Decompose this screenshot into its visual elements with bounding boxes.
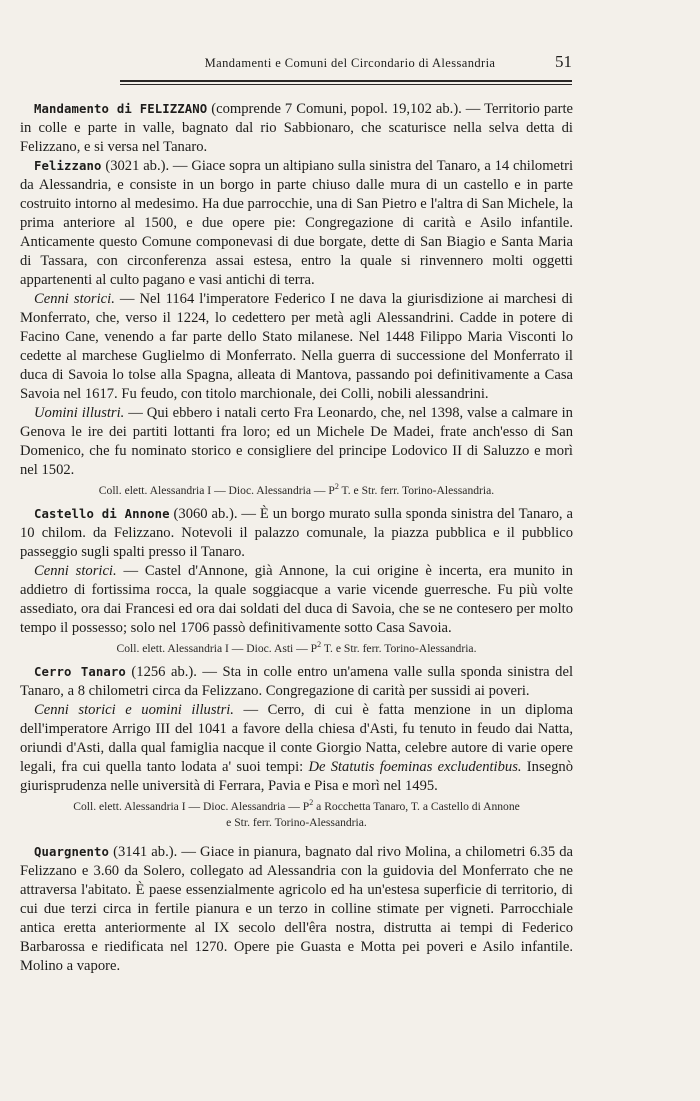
felizzano-notables-paragraph — [20, 404, 573, 480]
cerro-reference — [20, 799, 573, 831]
quargnento-text: (3141 ab.). — Giace in pianura, bagnato dal rivo Molina, a chilometri 6.35 da Felizzano e 3.60 da Solero, collegato ad Alessandria con la guidovia del Monferrato che ne attraversa l'abitato. È paese essenzialmente agricolo ed ha un'estesa superficie di territorio, di cui due terzi circa in fertile pianura e un terzo in colline stimate per vigneti. Parrocchiale antica eretta anteriormente al IX secolo dell'êra nostra, distrutta ai tempi di Federico Barbarossa e riedificata nel 1270. Opere pie Guasta e Motta pei poveri e Asilo infantile. Molino a vapore. — [20, 844, 573, 974]
cerro-history-label: Cenni storici e uomini illustri. — [34, 702, 234, 718]
header-rule-thin — [120, 84, 572, 85]
castello-history-paragraph — [20, 562, 573, 638]
castello-reference — [20, 641, 573, 657]
felizzano-ref-sup: 2 — [334, 482, 339, 492]
quargnento-name: Quargnento — [34, 845, 110, 859]
page-number: 51 — [555, 52, 572, 71]
cerro-history-tail: Insegnò giurisprudenza nelle università di Ferrara, Pavia e Pisa e morì nel 1495. — [20, 759, 573, 794]
felizzano-history-text: — Nel 1164 l'imperatore Federico I ne dava la giurisdizione ai marchesi di Monferrato, che, verso il 1224, lo cedettero per metà agli Alessandrini. Cadde in potere di Facino Cane, venendo a far parte dello Stato milanese. Nel 1448 Filippo Maria Visconti lo cedette al marchese Guglielmo di Monferrato. Nella guerra di successione del Monferrato il duca di Savoia lo tolse alla Spagna, alleata di Mantova, passando poi definitivamente a Casa Savoia nel 1617. Fu feudo, con titolo marchionale, dei Colli, nobili alessandrini. — [20, 291, 573, 402]
castello-history-label: Cenni storici. — [34, 563, 117, 579]
cerro-ref-sup: 2 — [309, 798, 314, 808]
castello-history-text: — Castel d'Annone, già Annone, la cui origine è incerta, era munito in addietro di fortissima rocca, la quale soggiacque a varie vicende guerresche. Fu più volte assediato, ora dai Francesi ed ora dai soldati del duca di Savoia, che se ne contesero per molto tempo il possesso; solo nel 1706 passò definitivamente sotto Casa Savoia. — [20, 563, 573, 636]
cerro-history-paragraph — [20, 701, 573, 796]
cerro-ref-b: a Rocchetta Tanaro, T. a Castello di Annone — [313, 800, 520, 813]
mandamento-paragraph — [20, 100, 573, 157]
header-title: Mandamenti e Comuni del Circondario di Alessandria — [204, 56, 496, 70]
felizzano-ref-a: Coll. elett. Alessandria I — Dioc. Alessandria — P — [98, 484, 335, 497]
castello-paragraph — [20, 505, 573, 562]
running-header — [0, 52, 700, 80]
felizzano-reference — [20, 483, 573, 499]
cerro-ref-a: Coll. elett. Alessandria I — Dioc. Alessandria — P — [73, 800, 310, 813]
castello-name: Castello di Annone — [34, 507, 170, 521]
felizzano-history-label: Cenni storici. — [34, 291, 115, 307]
mandamento-text: (comprende 7 Comuni, popol. 19,102 ab.). — Territorio parte in colle e parte in valle, bagnato dal rio Sabbionaro, che scaturisce nella selva detta di Felizzano, e si versa nel Tanaro. — [20, 101, 573, 155]
felizzano-history-paragraph — [20, 290, 573, 404]
felizzano-notables-label: Uomini illustri. — [34, 405, 125, 421]
felizzano-notables-text: — Qui ebbero i natali certo Fra Leonardo, che, nel 1398, valse a calmare in Genova le ire dei partiti lottanti fra loro; ed un Michele De Madei, frate anch'esso di San Domenico, che fu nominato storico e consigliere del principe Lodovico II di Saluzzo e morì nel 1502. — [20, 405, 573, 478]
cerro-paragraph — [20, 663, 573, 701]
castello-ref-sup: 2 — [317, 640, 322, 650]
felizzano-text: (3021 ab.). — Giace sopra un altipiano sulla sinistra del Tanaro, a 14 chilometri da Alessandria, e consiste in un borgo in parte chiuso dalle mura di un castello e in parte costruito intorno al medesimo. Ha due parrocchie, una di San Pietro e l'altra di San Michele, la prima anteriore al 1500, e due opere pie: Congregazione di carità e Asilo infantile. Anticamente questo Comune componevasi di due borgate, dette di San Biagio e Santa Maria di Tassara, con circonferenza assai estesa, entro la quale si rinvennero molti oggetti appartenenti al culto pagano e vasi antichi di terra. — [20, 158, 573, 288]
cerro-name: Cerro Tanaro — [34, 665, 126, 679]
mandamento-name: Mandamento di FELIZZANO — [34, 102, 208, 116]
quargnento-paragraph — [20, 843, 573, 976]
cerro-text: (1256 ab.). — Sta in colle entro un'amena valle sulla sponda sinistra del Tanaro, a 8 chilometri circa da Felizzano. Congregazione di carità per sussidi ai poveri. — [20, 664, 573, 699]
castello-text: (3060 ab.). — È un borgo murato sulla sponda sinistra del Tanaro, a 10 chilom. da Felizzano. Notevoli il palazzo comunale, la piazza pubblica e il pubblico passeggio sugli spalti presso il Tanaro. — [20, 506, 573, 560]
felizzano-paragraph — [20, 157, 573, 290]
header-rule — [120, 80, 572, 82]
castello-ref-b: T. e Str. ferr. Torino-Alessandria. — [321, 642, 477, 655]
felizzano-ref-b: T. e Str. ferr. Torino-Alessandria. — [338, 484, 495, 497]
cerro-ref-c: e Str. ferr. Torino-Alessandria. — [226, 816, 367, 829]
castello-ref-a: Coll. elett. Alessandria I — Dioc. Asti — P — [116, 642, 318, 655]
cerro-history-text: — Cerro, di cui è fatta menzione in un diploma dell'imperatore Arrigo III del 1041 a favore della chiesa d'Asti, fu tenuto in feudo dai Natta, oriundi d'Asti, dalla qual famiglia nacque il conte Giorgio Natta, celebre autore di varie opere legali, fra cui quella tanto lodata a' suoi tempi: — [20, 702, 573, 775]
cerro-work-title: De Statutis foeminas excludentibus. — [308, 759, 522, 775]
felizzano-name: Felizzano — [34, 159, 102, 173]
page-body — [20, 100, 573, 976]
